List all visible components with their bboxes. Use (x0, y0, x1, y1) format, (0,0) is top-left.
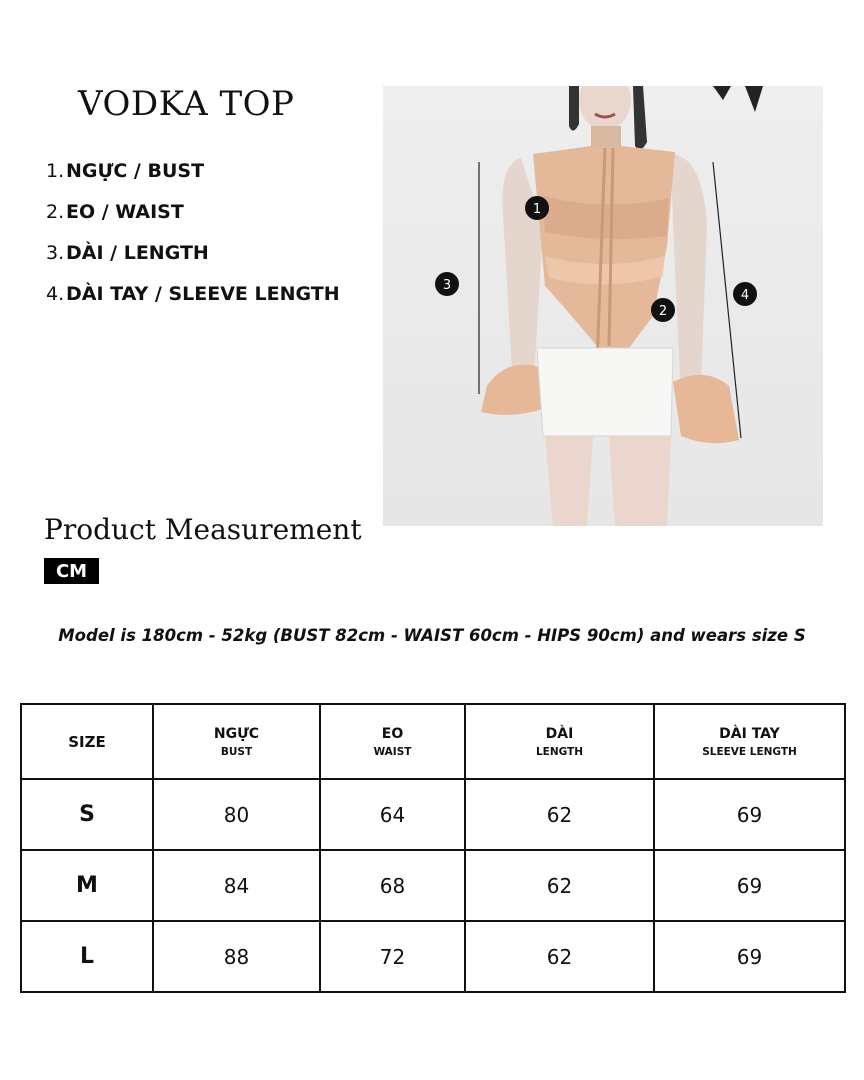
header-size (21, 704, 153, 779)
marker-3 (435, 272, 459, 296)
waist-cell: 72 (320, 921, 465, 992)
header-length (465, 704, 654, 779)
marker-1-label: 1 (532, 202, 542, 217)
measurement-number: 2. (46, 201, 65, 223)
size-cell: S (21, 779, 153, 850)
header-label-vn: EO (381, 725, 404, 742)
header-label-en: LENGTH (535, 745, 584, 758)
table-row (21, 921, 845, 992)
sleeve-length-cell: 69 (654, 779, 845, 850)
marker-1 (525, 196, 549, 220)
size-cell: M (21, 850, 153, 921)
sleeve-length-cell: 69 (654, 921, 845, 992)
length-cell: 62 (465, 921, 654, 992)
bust-cell: 84 (153, 850, 320, 921)
measurement-item (46, 201, 340, 242)
sleeve-length-cell: 69 (654, 850, 845, 921)
table-header-row (21, 704, 845, 779)
measurement-item (46, 283, 340, 324)
header-sleeve-length (654, 704, 845, 779)
marker-2-label: 2 (658, 304, 668, 319)
table-row (21, 779, 845, 850)
measurement-number: 1. (46, 160, 65, 182)
marker-4-label: 4 (740, 288, 750, 303)
measurement-label: DÀI TAY / SLEEVE LENGTH (66, 283, 340, 305)
measurement-list (46, 160, 340, 324)
header-label-en: BUST (220, 745, 253, 758)
measurement-label: EO / WAIST (66, 201, 184, 223)
header-label-en: WAIST (373, 745, 412, 758)
measurement-number: 3. (46, 242, 65, 264)
header-bust (153, 704, 320, 779)
bust-cell: 80 (153, 779, 320, 850)
measurement-label: DÀI / LENGTH (66, 242, 209, 264)
header-label: SIZE (68, 732, 106, 751)
measurement-label: NGỰC / BUST (66, 160, 205, 182)
header-label-en: SLEEVE LENGTH (702, 745, 797, 758)
length-cell: 62 (465, 779, 654, 850)
marker-2 (651, 298, 675, 322)
header-label-vn: DÀI (545, 725, 574, 742)
measurement-item (46, 160, 340, 201)
table-row (21, 850, 845, 921)
size-chart-table (20, 703, 846, 993)
marker-3-label: 3 (442, 278, 452, 293)
product-title: VODKA TOP (78, 84, 295, 124)
model-illustration (383, 86, 823, 526)
measurement-number: 4. (46, 283, 65, 305)
unit-badge: CM (44, 558, 99, 584)
header-label-vn: DÀI TAY (719, 725, 780, 742)
model-note: Model is 180cm - 52kg (BUST 82cm - WAIST 60cm - HIPS 90cm) and wears size S (58, 626, 806, 645)
waist-cell: 64 (320, 779, 465, 850)
measurement-item (46, 242, 340, 283)
header-label-vn: NGỰC (213, 725, 260, 742)
waist-cell: 68 (320, 850, 465, 921)
size-cell: L (21, 921, 153, 992)
section-title: Product Measurement (44, 513, 362, 546)
marker-4 (733, 282, 757, 306)
length-cell: 62 (465, 850, 654, 921)
bust-cell: 88 (153, 921, 320, 992)
header-waist (320, 704, 465, 779)
model-photo (383, 86, 823, 526)
